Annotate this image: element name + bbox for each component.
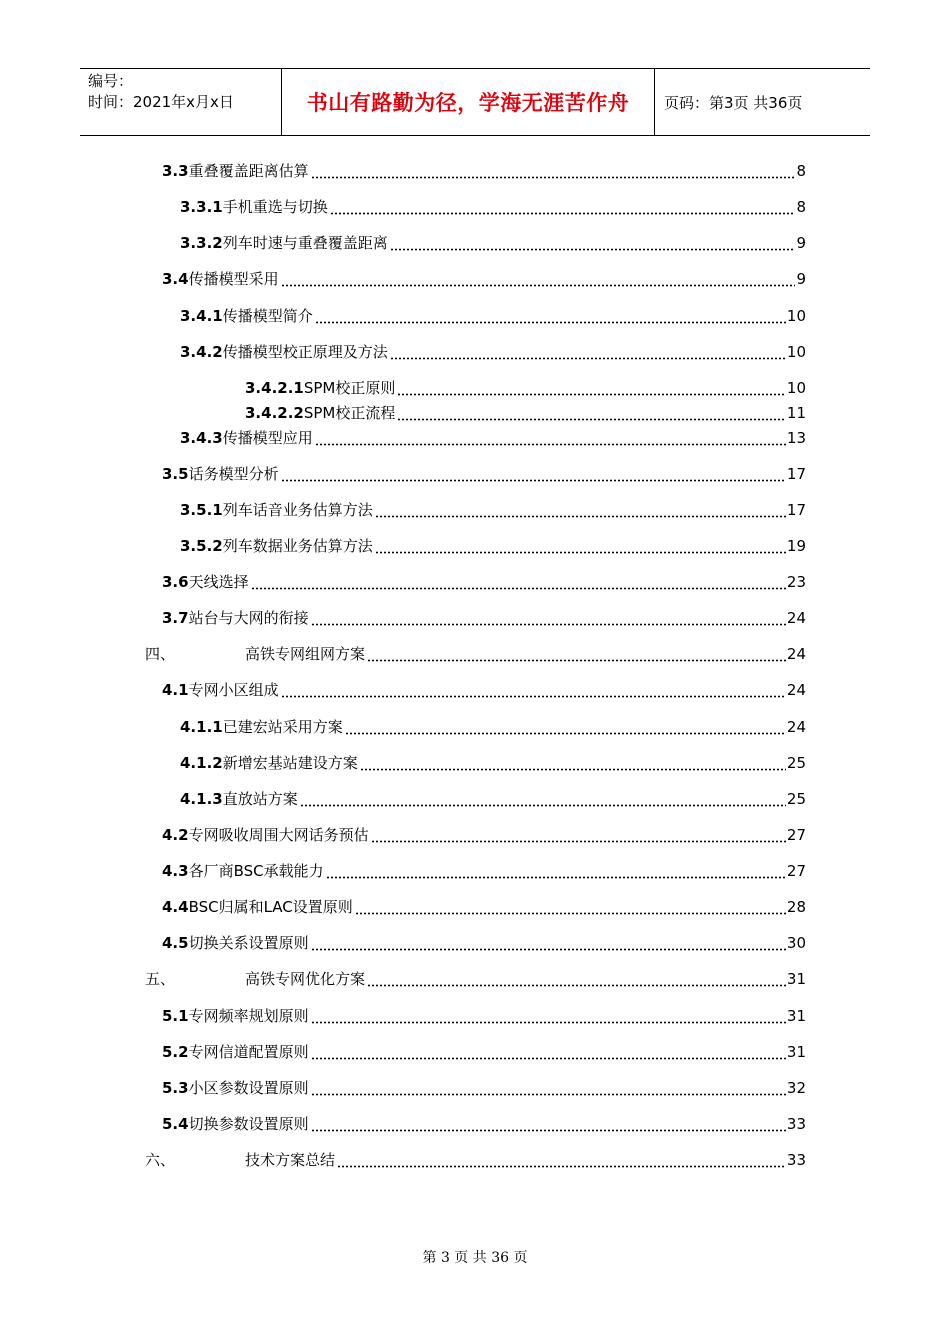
toc-entry[interactable]: 4.1.3 直放站方案 25 bbox=[180, 790, 806, 808]
toc-leader bbox=[251, 575, 786, 590]
toc-leader bbox=[311, 1009, 786, 1024]
toc-entry[interactable]: 3.4.2 传播模型校正原理及方法 10 bbox=[180, 343, 806, 361]
toc-leader bbox=[281, 467, 786, 482]
toc-leader bbox=[311, 1081, 786, 1096]
toc-chapter[interactable]: 六、 技术方案总结 33 bbox=[145, 1151, 806, 1169]
toc-leader bbox=[371, 828, 786, 843]
page-footer: 第 3 页 共 36 页 bbox=[422, 1250, 528, 1266]
toc-entry[interactable]: 3.3.1 手机重选与切换 8 bbox=[180, 198, 806, 216]
code-label: 编号： bbox=[88, 72, 134, 90]
toc-entry[interactable]: 4.1.1 已建宏站采用方案 24 bbox=[180, 718, 806, 736]
toc-entry[interactable]: 4.5 切换关系设置原则 30 bbox=[162, 934, 806, 952]
toc-entry[interactable]: 4.1.2 新增宏基站建设方案 25 bbox=[180, 754, 806, 772]
toc-leader bbox=[337, 1153, 786, 1168]
toc-entry[interactable]: 4.1 专网小区组成 24 bbox=[162, 681, 806, 699]
time-label: 时间：2021年x月x日 bbox=[88, 93, 234, 111]
toc-leader bbox=[330, 200, 796, 215]
toc-entry[interactable]: 3.5.2 列车数据业务估算方法 19 bbox=[180, 537, 806, 555]
toc-entry[interactable]: 3.4.3 传播模型应用 13 bbox=[180, 429, 806, 447]
toc-leader bbox=[281, 683, 786, 698]
toc-leader bbox=[390, 236, 796, 251]
page-header bbox=[80, 68, 870, 136]
toc-leader bbox=[355, 900, 786, 915]
header-motto-cell bbox=[282, 69, 655, 135]
toc-entry[interactable]: 4.2 专网吸收周围大网话务预估 27 bbox=[162, 826, 806, 844]
toc-entry[interactable]: 3.4 传播模型采用 9 bbox=[162, 270, 806, 288]
toc-chapter[interactable]: 五、 高铁专网优化方案 31 bbox=[145, 970, 806, 988]
toc-entry[interactable]: 3.5 话务模型分析 17 bbox=[162, 465, 806, 483]
toc-leader bbox=[360, 756, 786, 771]
toc-entry[interactable]: 3.3.2 列车时速与重叠覆盖距离 9 bbox=[180, 234, 806, 252]
toc-leader bbox=[397, 406, 786, 421]
toc-leader bbox=[326, 864, 786, 879]
header-left-cell bbox=[80, 69, 282, 135]
toc-entry[interactable]: 3.4.2.2 SPM校正流程 11 bbox=[245, 404, 806, 422]
toc-entry[interactable]: 3.7 站台与大网的衔接 24 bbox=[162, 609, 806, 627]
toc-leader bbox=[300, 792, 786, 807]
toc-entry[interactable]: 3.4.1 传播模型简介 10 bbox=[180, 307, 806, 325]
toc-entry[interactable]: 3.5.1 列车话音业务估算方法 17 bbox=[180, 501, 806, 519]
motto-text: 书山有路勤为径，学海无涯苦作舟 bbox=[306, 91, 630, 115]
toc-entry[interactable]: 3.3 重叠覆盖距离估算 8 bbox=[162, 162, 806, 180]
toc-leader bbox=[345, 720, 786, 735]
toc-entry[interactable]: 4.4 BSC归属和LAC设置原则 28 bbox=[162, 898, 806, 916]
toc-entry[interactable]: 5.4 切换参数设置原则 33 bbox=[162, 1115, 806, 1133]
toc-leader bbox=[311, 1117, 786, 1132]
toc-leader bbox=[311, 611, 786, 626]
toc-leader bbox=[390, 345, 786, 360]
toc-leader bbox=[367, 972, 786, 987]
toc-leader bbox=[315, 431, 786, 446]
header-page-cell bbox=[655, 69, 870, 135]
toc-leader bbox=[315, 309, 786, 324]
toc-entry[interactable]: 3.6 天线选择 23 bbox=[162, 573, 806, 591]
toc-leader bbox=[311, 1045, 786, 1060]
page-info: 页码：第3页 共36页 bbox=[664, 93, 803, 112]
toc-leader bbox=[281, 272, 796, 287]
toc-entry[interactable]: 5.3 小区参数设置原则 32 bbox=[162, 1079, 806, 1097]
toc-entry[interactable]: 5.2 专网信道配置原则 31 bbox=[162, 1043, 806, 1061]
toc-leader bbox=[375, 539, 786, 554]
toc-entry[interactable]: 5.1 专网频率规划原则 31 bbox=[162, 1007, 806, 1025]
toc-leader bbox=[375, 503, 786, 518]
toc-leader bbox=[311, 164, 796, 179]
toc-leader bbox=[311, 936, 786, 951]
toc-leader bbox=[367, 647, 786, 662]
toc-chapter[interactable]: 四、 高铁专网组网方案 24 bbox=[145, 645, 806, 663]
toc-leader bbox=[397, 381, 786, 396]
toc-entry[interactable]: 4.3 各厂商BSC承载能力 27 bbox=[162, 862, 806, 880]
toc-entry[interactable]: 3.4.2.1 SPM校正原则 10 bbox=[245, 379, 806, 397]
